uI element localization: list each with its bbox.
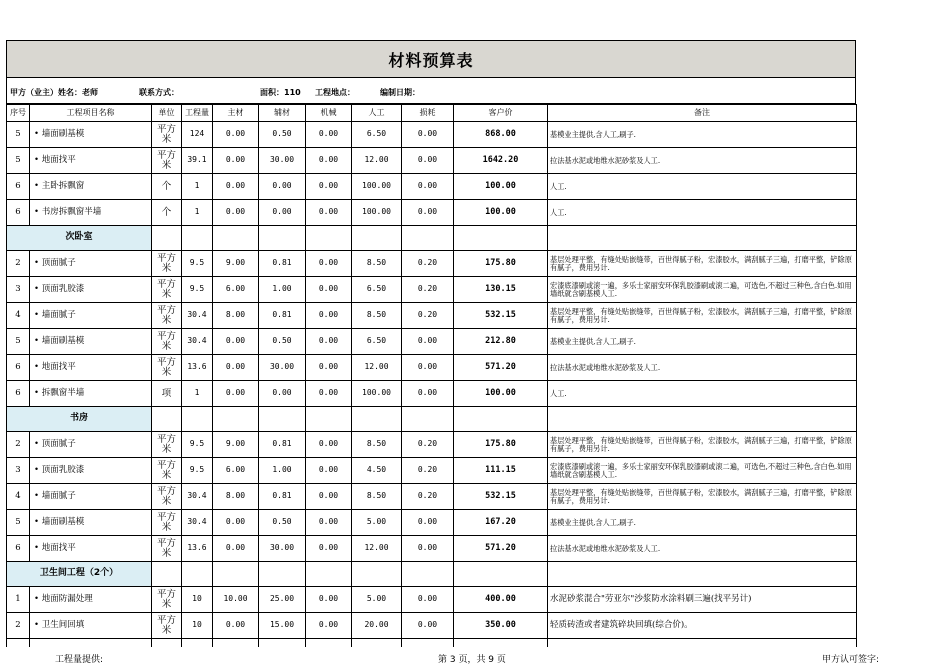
client-price-cell: 100.00 bbox=[454, 381, 548, 407]
quantity-cell: 124 bbox=[182, 122, 213, 148]
header-cell: 序号 bbox=[7, 105, 30, 122]
main-material-cell: 0.00 bbox=[213, 329, 259, 355]
unit-cell: 平方米 bbox=[152, 536, 182, 562]
main-material-cell: 10.00 bbox=[213, 587, 259, 613]
loss-cell: 0.00 bbox=[402, 355, 454, 381]
header-cell: 工程量 bbox=[182, 105, 213, 122]
budget-table bbox=[6, 104, 857, 647]
table-row bbox=[7, 432, 857, 458]
row-number: 2 bbox=[7, 613, 30, 639]
remark-cell: 拉法基水泥或地维水泥砂浆及人工. bbox=[548, 536, 857, 562]
labor-cell: 12.00 bbox=[352, 355, 402, 381]
table-row bbox=[7, 122, 857, 148]
empty-cell bbox=[402, 562, 454, 587]
item-name: • 拆飘窗半墙 bbox=[30, 381, 152, 407]
client-price-cell: 111.15 bbox=[454, 458, 548, 484]
machinery-cell: 0.00 bbox=[306, 432, 352, 458]
quantity-cell: 10 bbox=[182, 587, 213, 613]
machinery-cell: 0.00 bbox=[306, 355, 352, 381]
section-title: 次卧室 bbox=[7, 226, 152, 251]
empty-cell bbox=[152, 562, 182, 587]
section-row bbox=[7, 562, 857, 587]
table-row bbox=[7, 277, 857, 303]
labor-cell: 4.50 bbox=[352, 458, 402, 484]
main-material-cell: 0.00 bbox=[213, 510, 259, 536]
labor-cell: 12.00 bbox=[352, 148, 402, 174]
item-name: • 顶面乳胶漆 bbox=[30, 458, 152, 484]
row-number: 6 bbox=[7, 174, 30, 200]
loss-cell: 0.20 bbox=[402, 251, 454, 277]
loss-cell: 0.00 bbox=[402, 329, 454, 355]
empty-cell bbox=[213, 407, 259, 432]
unit-cell: 平方米 bbox=[152, 587, 182, 613]
empty-cell bbox=[213, 562, 259, 587]
empty-cell bbox=[213, 639, 259, 648]
table-row bbox=[7, 329, 857, 355]
aux-material-cell: 1.00 bbox=[259, 277, 306, 303]
row-number: 4 bbox=[7, 484, 30, 510]
remark-cell: 人工. bbox=[548, 381, 857, 407]
client-price-cell: 175.80 bbox=[454, 251, 548, 277]
main-material-cell: 9.00 bbox=[213, 432, 259, 458]
labor-cell: 8.50 bbox=[352, 432, 402, 458]
section-row bbox=[7, 226, 857, 251]
client-price-cell: 100.00 bbox=[454, 200, 548, 226]
section-title: 卫生间工程（2个） bbox=[7, 562, 152, 587]
row-number: 2 bbox=[7, 432, 30, 458]
unit-cell: 平方米 bbox=[152, 484, 182, 510]
quantity-cell: 1 bbox=[182, 381, 213, 407]
item-name: • 主卧拆飘窗 bbox=[30, 174, 152, 200]
loss-cell: 0.00 bbox=[402, 148, 454, 174]
empty-cell bbox=[259, 562, 306, 587]
row-number: 6 bbox=[7, 381, 30, 407]
client-price-cell: 1642.20 bbox=[454, 148, 548, 174]
section-row bbox=[7, 407, 857, 432]
client-price-cell: 130.15 bbox=[454, 277, 548, 303]
aux-material-cell: 0.81 bbox=[259, 251, 306, 277]
main-material-cell: 0.00 bbox=[213, 613, 259, 639]
empty-cell bbox=[259, 407, 306, 432]
main-material-cell: 8.00 bbox=[213, 484, 259, 510]
table-row bbox=[7, 200, 857, 226]
info-row bbox=[6, 78, 856, 104]
item-name: • 卫生间回填 bbox=[30, 613, 152, 639]
table-row bbox=[7, 484, 857, 510]
table-row bbox=[7, 536, 857, 562]
empty-cell bbox=[152, 226, 182, 251]
machinery-cell: 0.00 bbox=[306, 148, 352, 174]
client-price-cell: 868.00 bbox=[454, 122, 548, 148]
aux-material-cell: 0.50 bbox=[259, 122, 306, 148]
labor-cell: 6.50 bbox=[352, 329, 402, 355]
item-name: • 地面找平 bbox=[30, 355, 152, 381]
labor-cell: 6.50 bbox=[352, 277, 402, 303]
machinery-cell: 0.00 bbox=[306, 329, 352, 355]
machinery-cell: 0.00 bbox=[306, 484, 352, 510]
loss-cell: 0.20 bbox=[402, 484, 454, 510]
client-price-cell: 400.00 bbox=[454, 587, 548, 613]
machinery-cell: 0.00 bbox=[306, 536, 352, 562]
row-number: 5 bbox=[7, 148, 30, 174]
main-material-cell: 0.00 bbox=[213, 536, 259, 562]
row-number: 2 bbox=[7, 251, 30, 277]
unit-cell: 平方米 bbox=[152, 510, 182, 536]
item-name: • 墙面刷基模 bbox=[30, 122, 152, 148]
aux-material-cell: 30.00 bbox=[259, 355, 306, 381]
main-material-cell: 0.00 bbox=[213, 381, 259, 407]
client-price-cell: 100.00 bbox=[454, 174, 548, 200]
item-name: • 墙面腻子 bbox=[30, 303, 152, 329]
client-price-cell: 212.80 bbox=[454, 329, 548, 355]
empty-cell bbox=[548, 562, 857, 587]
quantity-cell: 1 bbox=[182, 174, 213, 200]
empty-cell bbox=[548, 407, 857, 432]
unit-cell: 个 bbox=[152, 174, 182, 200]
item-name: • 墙面刷基模 bbox=[30, 510, 152, 536]
aux-material-cell: 0.81 bbox=[259, 432, 306, 458]
empty-cell bbox=[454, 226, 548, 251]
unit-cell: 平方米 bbox=[152, 277, 182, 303]
table-row bbox=[7, 251, 857, 277]
labor-cell: 12.00 bbox=[352, 536, 402, 562]
remark-cell: 水泥砂浆混合"劳亚尔"沙浆防水涂料刷三遍(找平另计) bbox=[548, 587, 857, 613]
empty-cell bbox=[454, 562, 548, 587]
table-row bbox=[7, 613, 857, 639]
main-material-cell: 9.00 bbox=[213, 251, 259, 277]
empty-cell bbox=[152, 639, 182, 648]
header-cell: 备注 bbox=[548, 105, 857, 122]
loss-cell: 0.20 bbox=[402, 432, 454, 458]
empty-cell bbox=[306, 407, 352, 432]
unit-cell: 个 bbox=[152, 200, 182, 226]
item-name: • 顶面乳胶漆 bbox=[30, 277, 152, 303]
aux-material-cell: 30.00 bbox=[259, 536, 306, 562]
loss-cell: 0.20 bbox=[402, 277, 454, 303]
item-name: • 墙面腻子 bbox=[30, 484, 152, 510]
labor-cell: 5.00 bbox=[352, 587, 402, 613]
remark-cell: 人工. bbox=[548, 200, 857, 226]
remark-cell: 基模业主提供,含人工,刷子. bbox=[548, 510, 857, 536]
labor-cell: 8.50 bbox=[352, 303, 402, 329]
empty-cell bbox=[182, 562, 213, 587]
unit-cell: 平方米 bbox=[152, 613, 182, 639]
aux-material-cell: 25.00 bbox=[259, 587, 306, 613]
main-material-cell: 6.00 bbox=[213, 277, 259, 303]
aux-material-cell: 0.00 bbox=[259, 174, 306, 200]
machinery-cell: 0.00 bbox=[306, 174, 352, 200]
labor-cell: 8.50 bbox=[352, 484, 402, 510]
row-number: 6 bbox=[7, 355, 30, 381]
page-title: 材料预算表 bbox=[6, 40, 856, 78]
quantity-cell: 10 bbox=[182, 613, 213, 639]
labor-cell: 5.00 bbox=[352, 510, 402, 536]
quantity-cell: 9.5 bbox=[182, 251, 213, 277]
empty-cell bbox=[402, 639, 454, 648]
aux-material-cell: 0.50 bbox=[259, 510, 306, 536]
machinery-cell: 0.00 bbox=[306, 510, 352, 536]
machinery-cell: 0.00 bbox=[306, 251, 352, 277]
budget-sheet bbox=[6, 40, 856, 647]
empty-cell bbox=[306, 562, 352, 587]
quantity-cell: 9.5 bbox=[182, 432, 213, 458]
quantity-cell: 30.4 bbox=[182, 510, 213, 536]
aux-material-cell: 0.00 bbox=[259, 381, 306, 407]
empty-cell bbox=[306, 226, 352, 251]
empty-cell bbox=[352, 639, 402, 648]
loss-cell: 0.00 bbox=[402, 510, 454, 536]
row-number: 4 bbox=[7, 303, 30, 329]
row-number: 5 bbox=[7, 510, 30, 536]
quantity-cell: 30.4 bbox=[182, 329, 213, 355]
loss-cell: 0.00 bbox=[402, 536, 454, 562]
main-material-cell: 0.00 bbox=[213, 355, 259, 381]
main-material-cell: 6.00 bbox=[213, 458, 259, 484]
client-price-cell: 571.20 bbox=[454, 355, 548, 381]
remark-cell: 基层处理平整，有缝处贴嵌缝带，百世得腻子粉，宏漆胶水，满刮腻子三遍，打磨平整，铲除原有腻子，费用另计. bbox=[548, 432, 857, 458]
header-cell: 客户价 bbox=[454, 105, 548, 122]
item-name: • 顶面腻子 bbox=[30, 251, 152, 277]
labor-cell: 6.50 bbox=[352, 122, 402, 148]
loss-cell: 0.20 bbox=[402, 303, 454, 329]
main-material-cell: 8.00 bbox=[213, 303, 259, 329]
table-row bbox=[7, 174, 857, 200]
aux-material-cell: 0.00 bbox=[259, 200, 306, 226]
header-cell: 主材 bbox=[213, 105, 259, 122]
location-info: 工程地点： bbox=[315, 88, 355, 97]
item-name: • 墙面刷基模 bbox=[30, 329, 152, 355]
remark-cell: 拉法基水泥或地维水泥砂浆及人工. bbox=[548, 355, 857, 381]
main-material-cell: 0.00 bbox=[213, 174, 259, 200]
empty-cell bbox=[182, 226, 213, 251]
quantity-cell: 9.5 bbox=[182, 277, 213, 303]
unit-cell: 平方米 bbox=[152, 355, 182, 381]
footer-signature: 甲方认可签字: bbox=[822, 655, 880, 665]
labor-cell: 100.00 bbox=[352, 174, 402, 200]
remark-cell: 基层处理平整，有缝处贴嵌缝带，百世得腻子粉，宏漆胶水，满刮腻子三遍，打磨平整，铲除原有腻子，费用另计. bbox=[548, 251, 857, 277]
quantity-cell: 9.5 bbox=[182, 458, 213, 484]
header-row bbox=[7, 105, 857, 122]
empty-cell bbox=[182, 407, 213, 432]
aux-material-cell: 0.81 bbox=[259, 303, 306, 329]
item-name: • 顶面腻子 bbox=[30, 432, 152, 458]
footer-page-number: 第 3 页，共 9 页 bbox=[438, 655, 506, 665]
empty-cell bbox=[402, 407, 454, 432]
row-number: 6 bbox=[7, 536, 30, 562]
remark-cell: 拉法基水泥或地维水泥砂浆及人工. bbox=[548, 148, 857, 174]
row-number: 5 bbox=[7, 329, 30, 355]
table-row bbox=[7, 510, 857, 536]
quantity-cell: 30.4 bbox=[182, 484, 213, 510]
item-name: • 地面防漏处理 bbox=[30, 587, 152, 613]
client-price-cell: 571.20 bbox=[454, 536, 548, 562]
main-material-cell: 0.00 bbox=[213, 200, 259, 226]
table-row bbox=[7, 148, 857, 174]
empty-cell bbox=[454, 407, 548, 432]
machinery-cell: 0.00 bbox=[306, 613, 352, 639]
owner-name: 甲方（业主）姓名：老师 bbox=[10, 88, 98, 97]
table-row bbox=[7, 303, 857, 329]
unit-cell: 平方米 bbox=[152, 122, 182, 148]
empty-cell bbox=[30, 639, 152, 648]
empty-cell bbox=[182, 639, 213, 648]
loss-cell: 0.20 bbox=[402, 458, 454, 484]
labor-cell: 20.00 bbox=[352, 613, 402, 639]
quantity-cell: 13.6 bbox=[182, 355, 213, 381]
unit-cell: 平方米 bbox=[152, 458, 182, 484]
client-price-cell: 532.15 bbox=[454, 484, 548, 510]
area-info: 面积：110 bbox=[260, 88, 301, 97]
unit-cell: 平方米 bbox=[152, 251, 182, 277]
remark-cell: 基模业主提供,含人工,刷子. bbox=[548, 122, 857, 148]
remark-cell: 人工. bbox=[548, 174, 857, 200]
empty-cell bbox=[352, 226, 402, 251]
header-cell: 辅材 bbox=[259, 105, 306, 122]
row-number: 1 bbox=[7, 587, 30, 613]
loss-cell: 0.00 bbox=[402, 613, 454, 639]
empty-cell bbox=[548, 639, 857, 648]
client-price-cell: 167.20 bbox=[454, 510, 548, 536]
empty-cell bbox=[306, 639, 352, 648]
item-name: • 书房拆飘窗半墙 bbox=[30, 200, 152, 226]
cut-off-row bbox=[7, 639, 857, 648]
client-price-cell: 175.80 bbox=[454, 432, 548, 458]
header-cell: 人工 bbox=[352, 105, 402, 122]
quantity-cell: 13.6 bbox=[182, 536, 213, 562]
unit-cell: 平方米 bbox=[152, 303, 182, 329]
empty-cell bbox=[352, 562, 402, 587]
aux-material-cell: 1.00 bbox=[259, 458, 306, 484]
labor-cell: 8.50 bbox=[352, 251, 402, 277]
client-price-cell: 532.15 bbox=[454, 303, 548, 329]
section-title: 书房 bbox=[7, 407, 152, 432]
row-number: 6 bbox=[7, 200, 30, 226]
client-price-cell: 350.00 bbox=[454, 613, 548, 639]
machinery-cell: 0.00 bbox=[306, 381, 352, 407]
unit-cell: 项 bbox=[152, 381, 182, 407]
labor-cell: 100.00 bbox=[352, 381, 402, 407]
empty-cell bbox=[259, 226, 306, 251]
quantity-cell: 30.4 bbox=[182, 303, 213, 329]
empty-cell bbox=[548, 226, 857, 251]
header-cell: 机械 bbox=[306, 105, 352, 122]
row-number: 3 bbox=[7, 458, 30, 484]
unit-cell: 平方米 bbox=[152, 432, 182, 458]
table-row bbox=[7, 355, 857, 381]
loss-cell: 0.00 bbox=[402, 381, 454, 407]
page-footer bbox=[0, 652, 950, 672]
remark-cell: 宏漆底漆刷或滚一遍，多乐士家丽安环保乳胶漆刷或滚二遍，可选色,不超过三种色,含白色.如用墙纸就含刷基模人工. bbox=[548, 458, 857, 484]
aux-material-cell: 15.00 bbox=[259, 613, 306, 639]
unit-cell: 平方米 bbox=[152, 148, 182, 174]
unit-cell: 平方米 bbox=[152, 329, 182, 355]
machinery-cell: 0.00 bbox=[306, 277, 352, 303]
header-cell: 单位 bbox=[152, 105, 182, 122]
main-material-cell: 0.00 bbox=[213, 122, 259, 148]
loss-cell: 0.00 bbox=[402, 200, 454, 226]
table-row bbox=[7, 587, 857, 613]
machinery-cell: 0.00 bbox=[306, 303, 352, 329]
empty-cell bbox=[259, 639, 306, 648]
table-row bbox=[7, 458, 857, 484]
table-row bbox=[7, 381, 857, 407]
row-number: 3 bbox=[7, 277, 30, 303]
empty-cell bbox=[454, 639, 548, 648]
aux-material-cell: 0.81 bbox=[259, 484, 306, 510]
remark-cell: 轻质砖渣或者建筑碎块回填(综合价)。 bbox=[548, 613, 857, 639]
aux-material-cell: 0.50 bbox=[259, 329, 306, 355]
empty-cell bbox=[152, 407, 182, 432]
empty-cell bbox=[213, 226, 259, 251]
quantity-cell: 39.1 bbox=[182, 148, 213, 174]
machinery-cell: 0.00 bbox=[306, 458, 352, 484]
loss-cell: 0.00 bbox=[402, 122, 454, 148]
loss-cell: 0.00 bbox=[402, 587, 454, 613]
empty-cell bbox=[402, 226, 454, 251]
remark-cell: 基层处理平整，有缝处贴嵌缝带，百世得腻子粉，宏漆胶水，满刮腻子三遍，打磨平整，铲除原有腻子，费用另计. bbox=[548, 303, 857, 329]
remark-cell: 基模业主提供,含人工,刷子. bbox=[548, 329, 857, 355]
loss-cell: 0.00 bbox=[402, 174, 454, 200]
empty-cell bbox=[7, 639, 30, 648]
labor-cell: 100.00 bbox=[352, 200, 402, 226]
footer-quantity-provider: 工程量提供: bbox=[55, 655, 104, 665]
machinery-cell: 0.00 bbox=[306, 587, 352, 613]
item-name: • 地面找平 bbox=[30, 148, 152, 174]
row-number: 5 bbox=[7, 122, 30, 148]
remark-cell: 基层处理平整，有缝处贴嵌缝带，百世得腻子粉，宏漆胶水，满刮腻子三遍，打磨平整，铲除原有腻子，费用另计. bbox=[548, 484, 857, 510]
item-name: • 地面找平 bbox=[30, 536, 152, 562]
machinery-cell: 0.00 bbox=[306, 122, 352, 148]
machinery-cell: 0.00 bbox=[306, 200, 352, 226]
aux-material-cell: 30.00 bbox=[259, 148, 306, 174]
quantity-cell: 1 bbox=[182, 200, 213, 226]
remark-cell: 宏漆底漆刷或滚一遍，多乐士家丽安环保乳胶漆刷或滚二遍，可选色,不超过三种色,含白色.如用墙纸就含刷基模人工. bbox=[548, 277, 857, 303]
contact-info: 联系方式： bbox=[139, 88, 179, 97]
main-material-cell: 0.00 bbox=[213, 148, 259, 174]
date-info: 编制日期： bbox=[380, 88, 420, 97]
header-cell: 损耗 bbox=[402, 105, 454, 122]
header-cell: 工程项目名称 bbox=[30, 105, 152, 122]
empty-cell bbox=[352, 407, 402, 432]
